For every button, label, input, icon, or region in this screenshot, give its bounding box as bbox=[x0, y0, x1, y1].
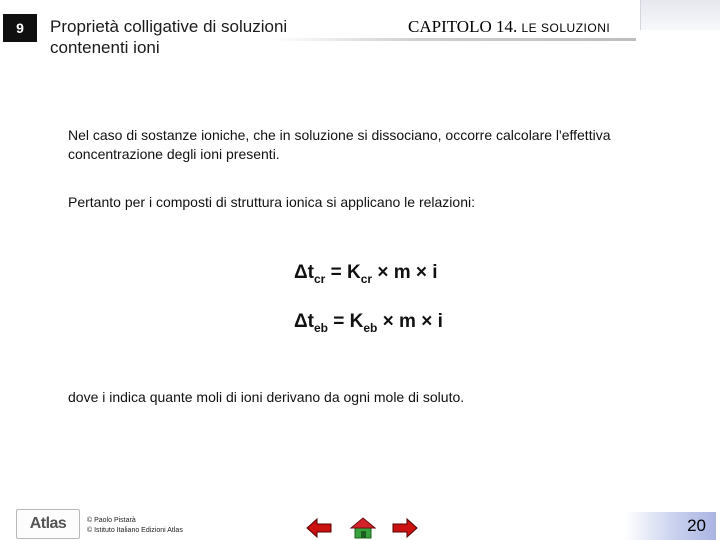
formula-equals-k: = K bbox=[325, 262, 361, 283]
arrow-left-icon bbox=[306, 518, 332, 538]
formula-t: t bbox=[307, 311, 314, 332]
chapter-number-badge: 9 bbox=[3, 14, 37, 42]
delta-symbol: Δ bbox=[294, 311, 308, 332]
intro-paragraph: Nel caso di sostanze ioniche, che in soluzione si dissociano, occorre calcolare l'effettiva concentrazione degli ioni presenti. bbox=[68, 127, 611, 162]
formula-boiling-point bbox=[294, 311, 443, 335]
formula-factors: × m × i bbox=[372, 262, 438, 283]
next-slide-button[interactable] bbox=[392, 517, 418, 539]
chapter-title bbox=[408, 17, 610, 37]
corner-decoration bbox=[640, 0, 720, 30]
formula-t-subscript: eb bbox=[313, 320, 328, 335]
formula-k-subscript: cr bbox=[360, 271, 373, 286]
logo-text: Atlas bbox=[29, 515, 67, 532]
chapter-subject: LE SOLUZIONI bbox=[521, 21, 611, 35]
previous-slide-button[interactable] bbox=[306, 517, 332, 539]
relations-paragraph: Pertanto per i composti di struttura ionica si applicano le relazioni: bbox=[68, 194, 475, 210]
credits bbox=[87, 516, 183, 536]
credit-author: © Paolo Pistarà bbox=[87, 517, 136, 524]
formula-freezing-point bbox=[294, 262, 438, 286]
arrow-right-icon bbox=[392, 518, 418, 538]
header-divider bbox=[270, 38, 636, 41]
formula-factors: × m × i bbox=[377, 311, 443, 332]
formula-equals-k: = K bbox=[328, 311, 364, 332]
credit-publisher: © Istituto Italiano Edizioni Atlas bbox=[87, 527, 183, 534]
formula-t: t bbox=[307, 262, 314, 283]
section-title: Proprietà colligative di soluzioni contenenti ioni bbox=[50, 17, 288, 57]
delta-symbol: Δ bbox=[294, 262, 308, 283]
atlas-logo bbox=[16, 509, 80, 539]
formula-k-subscript: eb bbox=[363, 320, 378, 335]
home-icon bbox=[350, 517, 376, 539]
chapter-label: CAPITOLO 14. bbox=[408, 17, 518, 36]
page-number: 20 bbox=[625, 512, 716, 540]
home-button[interactable] bbox=[350, 517, 376, 539]
explanation-paragraph: dove i indica quante moli di ioni derivano da ogni mole di soluto. bbox=[68, 389, 465, 405]
formula-t-subscript: cr bbox=[313, 271, 326, 286]
